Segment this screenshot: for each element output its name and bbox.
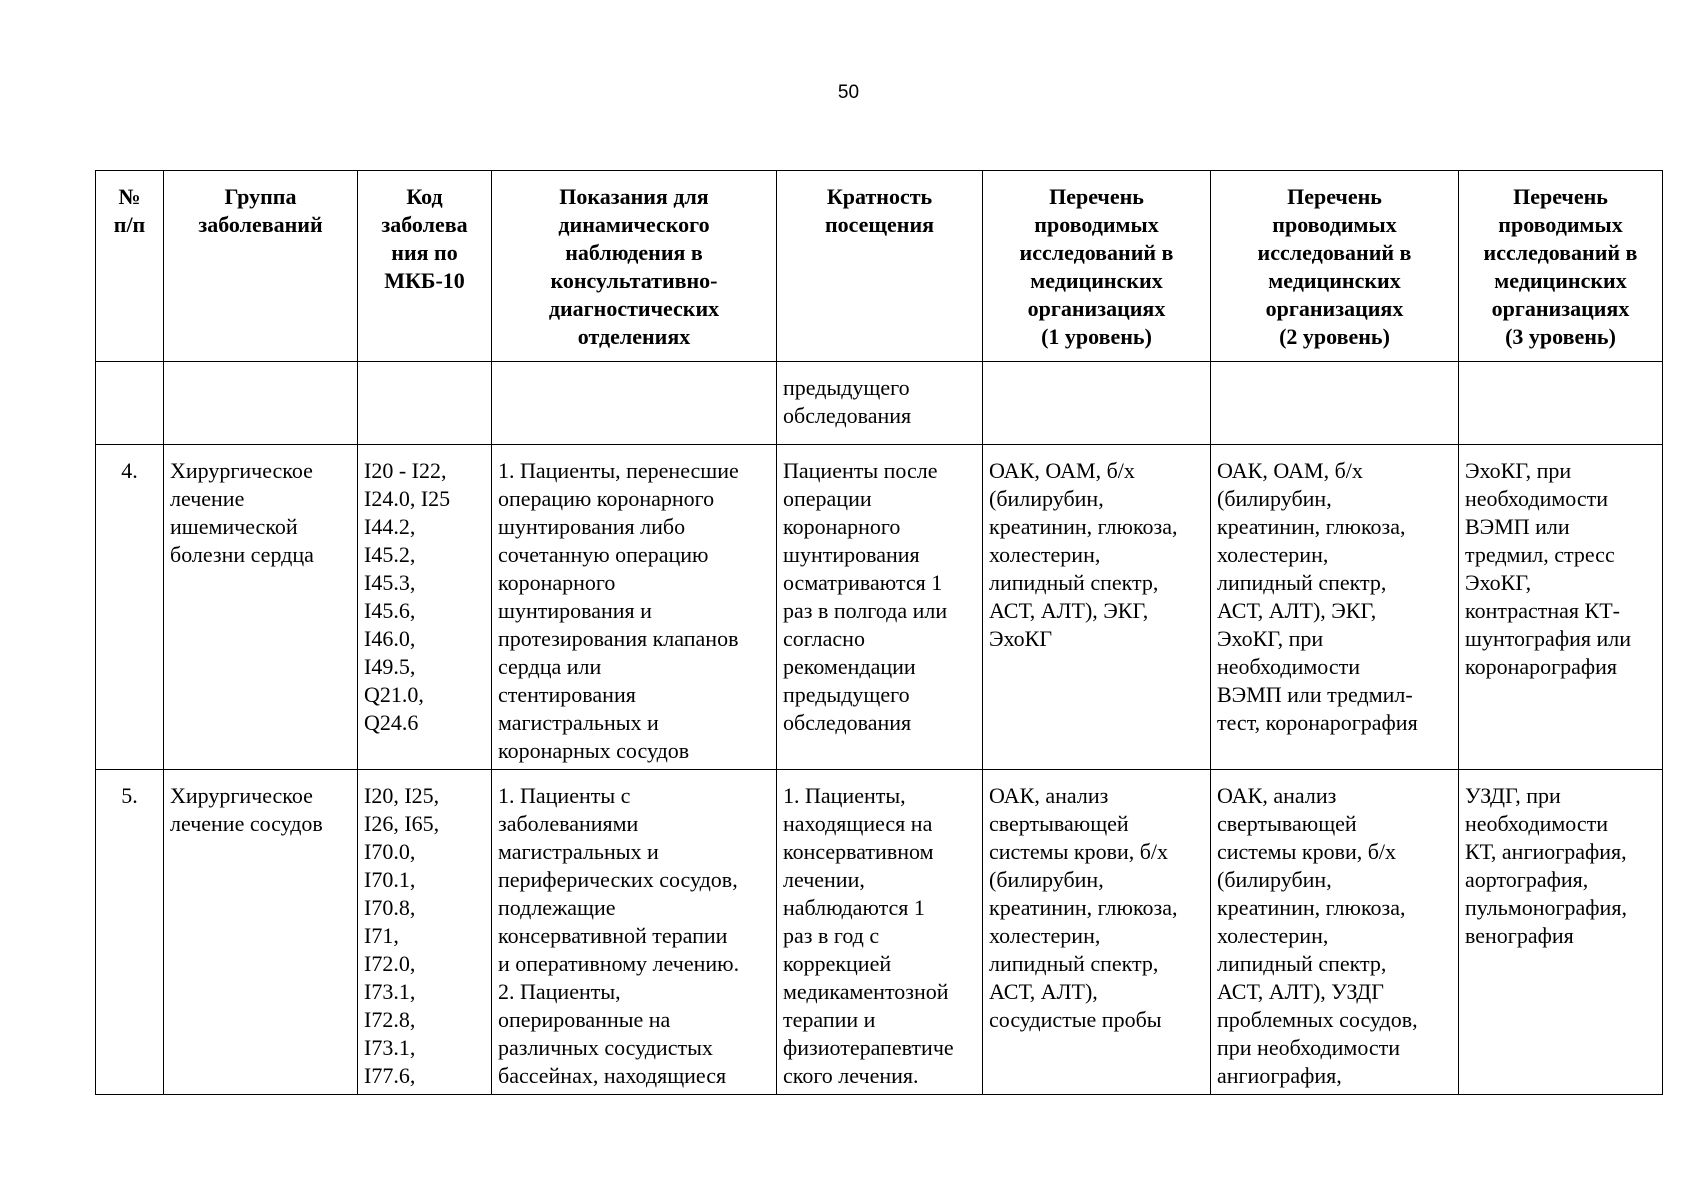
visit-frequency-cell: Пациенты после операции коронарного шунтирования осматриваются 1 раз в полгода или согласно рекомендации предыдущего обследования — [777, 445, 983, 770]
level-1-studies-cell — [983, 362, 1211, 445]
row-number: 4. — [96, 445, 164, 770]
disease-group-cell — [164, 362, 358, 445]
level-1-studies-cell: ОАК, анализ свертывающей системы крови, б/х (билирубин, креатинин, глюкоза, холестерин, липидный спектр, АСТ, АЛТ), сосудистые пробы — [983, 770, 1211, 1095]
row-number: 5. — [96, 770, 164, 1095]
indications-cell: 1. Пациенты, перенесшие операцию коронарного шунтирования либо сочетанную операцию коронарного шунтирования и протезирования клапанов сердца или стентирования магистральных и коронарных сосудов — [492, 445, 777, 770]
icd-code-cell: I20, I25, I26, I65, I70.0, I70.1, I70.8, I71, I72.0, I73.1, I72.8, I73.1, I77.6, — [358, 770, 492, 1095]
header-disease-group: Группа заболеваний — [164, 171, 358, 362]
header-visit-frequency: Кратность посещения — [777, 171, 983, 362]
level-3-studies-cell: ЭхоКГ, при необходимости ВЭМП или тредмил, стресс ЭхоКГ, контрастная КТ- шунтография или коронарография — [1459, 445, 1663, 770]
level-2-studies-cell: ОАК, ОАМ, б/х (билирубин, креатинин, глюкоза, холестерин, липидный спектр, АСТ, АЛТ), ЭКГ, ЭхоКГ, при необходимости ВЭМП или тредмил- тест, коронарография — [1211, 445, 1459, 770]
table-row-continuation — [96, 362, 1663, 445]
indications-cell: 1. Пациенты с заболеваниями магистральных и периферических сосудов, подлежащие консервативной терапии и оперативному лечению. 2. Пациенты, оперированные на различных сосудистых бассейнах, находящиеся — [492, 770, 777, 1095]
visit-frequency-cell: 1. Пациенты, находящиеся на консервативном лечении, наблюдаются 1 раз в год с коррекцией медикаментозной терапии и физиотерапевтиче ского лечения. — [777, 770, 983, 1095]
page-number: 50 — [837, 82, 860, 103]
table-row-4 — [96, 445, 1663, 770]
disease-group-cell: Хирургическое лечение сосудов — [164, 770, 358, 1095]
header-icd-code: Код заболева ния по МКБ-10 — [358, 171, 492, 362]
header-indications: Показания для динамического наблюдения в консультативно- диагностических отделениях — [492, 171, 777, 362]
header-level-1-studies: Перечень проводимых исследований в медицинских организациях (1 уровень) — [983, 171, 1211, 362]
disease-group-cell: Хирургическое лечение ишемической болезни сердца — [164, 445, 358, 770]
table-row-5 — [96, 770, 1663, 1095]
header-number: № п/п — [96, 171, 164, 362]
visit-frequency-cell: предыдущего обследования — [777, 362, 983, 445]
level-2-studies-cell — [1211, 362, 1459, 445]
header-level-2-studies: Перечень проводимых исследований в медицинских организациях (2 уровень) — [1211, 171, 1459, 362]
level-2-studies-cell: ОАК, анализ свертывающей системы крови, б/х (билирубин, креатинин, глюкоза, холестерин, липидный спектр, АСТ, АЛТ), УЗДГ проблемных сосудов, при необходимости ангиография, — [1211, 770, 1459, 1095]
row-number — [96, 362, 164, 445]
table-header-row — [96, 171, 1663, 362]
icd-code-cell: I20 - I22, I24.0, I25 I44.2, I45.2, I45.3, I45.6, I46.0, I49.5, Q21.0, Q24.6 — [358, 445, 492, 770]
header-level-3-studies: Перечень проводимых исследований в медицинских организациях (3 уровень) — [1459, 171, 1663, 362]
level-3-studies-cell — [1459, 362, 1663, 445]
level-3-studies-cell: УЗДГ, при необходимости КТ, ангиография, аортография, пульмонография, венография — [1459, 770, 1663, 1095]
observation-table — [95, 170, 1663, 1095]
indications-cell — [492, 362, 777, 445]
icd-code-cell — [358, 362, 492, 445]
level-1-studies-cell: ОАК, ОАМ, б/х (билирубин, креатинин, глюкоза, холестерин, липидный спектр, АСТ, АЛТ), ЭКГ, ЭхоКГ — [983, 445, 1211, 770]
